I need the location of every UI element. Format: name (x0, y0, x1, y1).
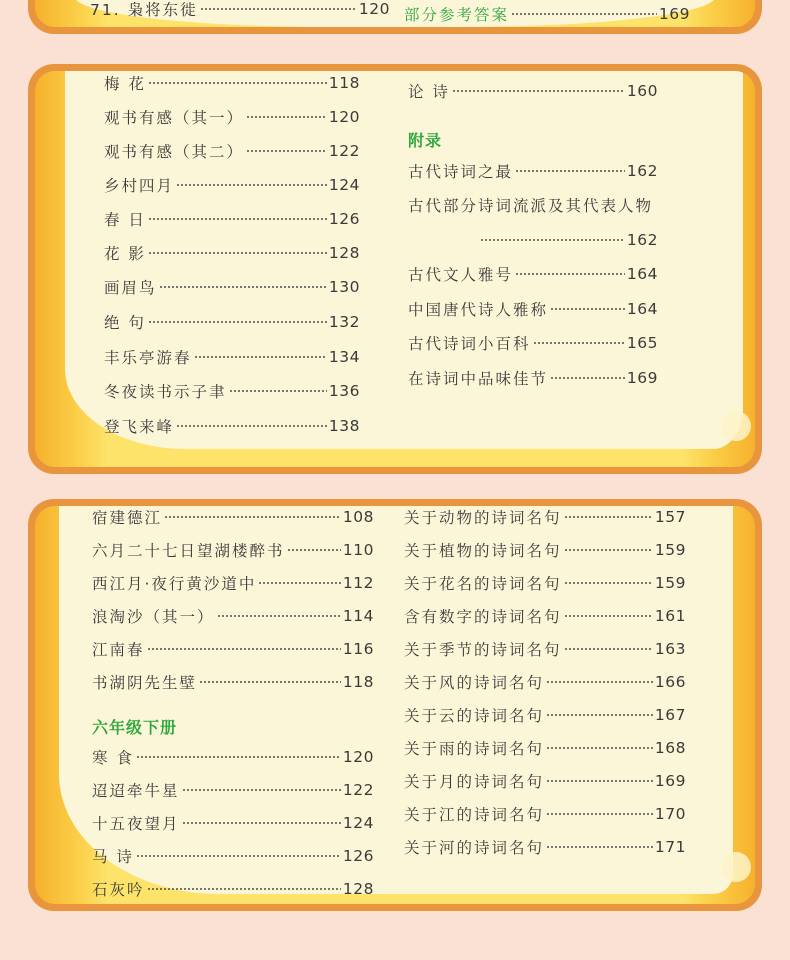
leader-dots (546, 681, 653, 683)
toc-entry[interactable] (90, 0, 390, 22)
toc-entry[interactable] (92, 537, 374, 563)
toc-entry[interactable] (104, 104, 360, 130)
toc-entry[interactable] (404, 801, 686, 827)
toc-page: 120 (358, 0, 390, 18)
toc-page: 169 (626, 369, 658, 387)
leader-dots (515, 170, 625, 172)
leader-dots (148, 218, 327, 220)
leader-dots (148, 321, 327, 323)
leader-dots (199, 681, 341, 683)
toc-title: 论 诗 (408, 83, 450, 101)
toc-entry[interactable] (408, 192, 658, 218)
toc-page: 126 (328, 210, 360, 228)
leader-dots (515, 273, 625, 275)
leader-dots (564, 516, 653, 518)
toc-entry[interactable] (408, 365, 658, 391)
leader-dots (546, 846, 653, 848)
leader-dots (200, 8, 357, 10)
toc-page: 112 (342, 574, 374, 592)
toc-page: 171 (654, 838, 686, 856)
toc-page: 136 (328, 382, 360, 400)
circle-decoration (721, 852, 751, 882)
toc-page: 108 (342, 508, 374, 526)
leader-dots (511, 13, 657, 15)
toc-page: 162 (626, 231, 658, 249)
toc-entry[interactable] (104, 206, 360, 232)
toc-page: 120 (342, 748, 374, 766)
toc-page: 116 (342, 640, 374, 658)
toc-title: 冬夜读书示子聿 (104, 383, 227, 401)
toc-entry[interactable] (104, 274, 360, 300)
toc-entry[interactable] (104, 378, 360, 404)
toc-title: 关于河的诗词名句 (404, 839, 545, 857)
leader-dots (147, 888, 341, 890)
toc-entry[interactable] (408, 330, 658, 356)
toc-entry[interactable] (404, 669, 686, 695)
toc-page: 159 (654, 541, 686, 559)
toc-entry[interactable] (408, 261, 658, 287)
toc-title: 关于江的诗词名句 (404, 806, 545, 824)
leader-dots (452, 90, 625, 92)
toc-page: 118 (342, 673, 374, 691)
toc-page: 164 (626, 265, 658, 283)
toc-title: 在诗词中品味佳节 (408, 370, 549, 388)
toc-entry[interactable] (92, 570, 374, 596)
toc-page: 124 (328, 176, 360, 194)
toc-title: 关于月的诗词名句 (404, 773, 545, 791)
leader-dots (148, 82, 327, 84)
toc-title: 关于雨的诗词名句 (404, 740, 545, 758)
toc-title: 古代部分诗词流派及其代表人物 (408, 197, 654, 215)
grade-heading: 六年级下册 (92, 718, 178, 737)
toc-title: 观书有感（其二） (104, 143, 245, 161)
toc-page: 165 (626, 334, 658, 352)
leader-dots (217, 615, 341, 617)
toc-title: 石灰吟 (92, 881, 145, 899)
toc-title: 观书有感（其一） (104, 109, 245, 127)
toc-page: 134 (328, 348, 360, 366)
toc-title: 关于风的诗词名句 (404, 674, 545, 692)
toc-entry[interactable] (404, 768, 686, 794)
toc-page: 169 (658, 5, 690, 23)
toc-entry[interactable] (408, 296, 658, 322)
leader-dots (176, 425, 327, 427)
toc-page: 160 (626, 82, 658, 100)
toc-title: 书湖阴先生壁 (92, 674, 198, 692)
toc-page: 114 (342, 607, 374, 625)
leader-dots (550, 308, 625, 310)
toc-title: 71. 枭将东徙 (90, 1, 198, 19)
leader-dots (147, 648, 341, 650)
toc-title: 春 日 (104, 211, 146, 229)
toc-page: 164 (626, 300, 658, 318)
toc-entry[interactable] (92, 876, 374, 902)
leader-dots (148, 252, 327, 254)
toc-entry[interactable] (404, 702, 686, 728)
toc-entry[interactable] (404, 636, 686, 662)
toc-title: 六月二十七日望湖楼醉书 (92, 542, 285, 560)
toc-entry[interactable] (404, 735, 686, 761)
toc-title: 绝 句 (104, 314, 146, 332)
toc-title: 梅 花 (104, 75, 146, 93)
toc-entry[interactable] (104, 309, 360, 335)
toc-title: 中国唐代诗人雅称 (408, 301, 549, 319)
toc-entry[interactable] (92, 843, 374, 869)
leader-dots (287, 549, 341, 551)
toc-entry[interactable] (404, 537, 686, 563)
toc-page: 161 (654, 607, 686, 625)
toc-title: 古代文人雅号 (408, 266, 514, 284)
toc-entry[interactable] (104, 138, 360, 164)
leader-dots (564, 582, 653, 584)
toc-page: 168 (654, 739, 686, 757)
toc-title: 画眉鸟 (104, 279, 157, 297)
leader-dots (194, 356, 327, 358)
toc-title: 浪淘沙（其一） (92, 608, 215, 626)
toc-page: 122 (342, 781, 374, 799)
toc-page: 110 (342, 541, 374, 559)
toc-title: 马 诗 (92, 848, 134, 866)
top-toc-panel (28, 0, 762, 34)
toc-entry[interactable] (92, 504, 374, 530)
middle-toc-panel (28, 64, 762, 474)
toc-entry[interactable] (404, 603, 686, 629)
leader-dots (229, 390, 327, 392)
toc-entry[interactable] (92, 810, 374, 836)
leader-dots (564, 648, 653, 650)
toc-page: 128 (342, 880, 374, 898)
toc-title: 关于植物的诗词名句 (404, 542, 562, 560)
toc-entry[interactable] (92, 669, 374, 695)
toc-page: 166 (654, 673, 686, 691)
toc-entry[interactable] (104, 344, 360, 370)
leader-dots (182, 822, 341, 824)
leader-dots (246, 150, 327, 152)
toc-page: 170 (654, 805, 686, 823)
toc-entry[interactable] (104, 413, 360, 439)
leader-dots (550, 377, 625, 379)
leader-dots (564, 615, 653, 617)
leader-dots (546, 714, 653, 716)
toc-title: 迢迢牵牛星 (92, 782, 180, 800)
toc-title: 关于季节的诗词名句 (404, 641, 562, 659)
toc-title: 西江月·夜行黄沙道中 (92, 575, 257, 593)
toc-title: 江南春 (92, 641, 145, 659)
toc-title: 十五夜望月 (92, 815, 180, 833)
toc-page: 130 (328, 278, 360, 296)
leader-dots (546, 747, 653, 749)
leader-dots (159, 286, 327, 288)
toc-page: 159 (654, 574, 686, 592)
toc-page: 120 (328, 108, 360, 126)
toc-entry[interactable] (404, 570, 686, 596)
toc-page: 126 (342, 847, 374, 865)
leader-dots (546, 780, 653, 782)
toc-title: 含有数字的诗词名句 (404, 608, 562, 626)
toc-title: 丰乐亭游春 (104, 349, 192, 367)
toc-entry[interactable] (104, 240, 360, 266)
toc-title: 古代诗词小百科 (408, 335, 531, 353)
leader-dots (136, 855, 341, 857)
toc-entry[interactable] (404, 1, 690, 27)
toc-entry[interactable] (92, 603, 374, 629)
toc-page: 157 (654, 508, 686, 526)
leader-dots (182, 789, 341, 791)
toc-title: 关于云的诗词名句 (404, 707, 545, 725)
toc-entry[interactable] (104, 70, 360, 96)
toc-page: 132 (328, 313, 360, 331)
toc-entry[interactable] (408, 158, 658, 184)
leader-dots (480, 239, 625, 241)
circle-decoration (721, 411, 751, 441)
bottom-toc-panel (28, 499, 762, 911)
appendix-heading: 附录 (408, 131, 443, 150)
toc-entry[interactable] (404, 504, 686, 530)
leader-dots (136, 756, 341, 758)
leader-dots (546, 813, 653, 815)
toc-entry[interactable] (92, 636, 374, 662)
toc-title: 古代诗词之最 (408, 163, 514, 181)
toc-title: 花 影 (104, 245, 146, 263)
toc-page: 128 (328, 244, 360, 262)
toc-entry[interactable] (408, 78, 658, 104)
toc-entry[interactable] (404, 834, 686, 860)
toc-entry[interactable] (478, 227, 658, 253)
leader-dots (533, 342, 625, 344)
leader-dots (164, 516, 341, 518)
toc-title: 宿建德江 (92, 509, 163, 527)
toc-entry[interactable] (92, 777, 374, 803)
toc-title: 关于动物的诗词名句 (404, 509, 562, 527)
toc-title: 寒 食 (92, 749, 134, 767)
toc-page: 118 (328, 74, 360, 92)
toc-entry[interactable] (92, 744, 374, 770)
toc-page: 138 (328, 417, 360, 435)
toc-page: 122 (328, 142, 360, 160)
toc-page: 169 (654, 772, 686, 790)
leader-dots (258, 582, 340, 584)
toc-title: 部分参考答案 (404, 6, 510, 24)
leader-dots (246, 116, 327, 118)
toc-title: 登飞来峰 (104, 418, 175, 436)
leader-dots (564, 549, 653, 551)
toc-entry[interactable] (104, 172, 360, 198)
toc-title: 乡村四月 (104, 177, 175, 195)
toc-page: 163 (654, 640, 686, 658)
toc-page: 124 (342, 814, 374, 832)
toc-page: 162 (626, 162, 658, 180)
toc-title: 关于花名的诗词名句 (404, 575, 562, 593)
toc-page: 167 (654, 706, 686, 724)
leader-dots (176, 184, 327, 186)
